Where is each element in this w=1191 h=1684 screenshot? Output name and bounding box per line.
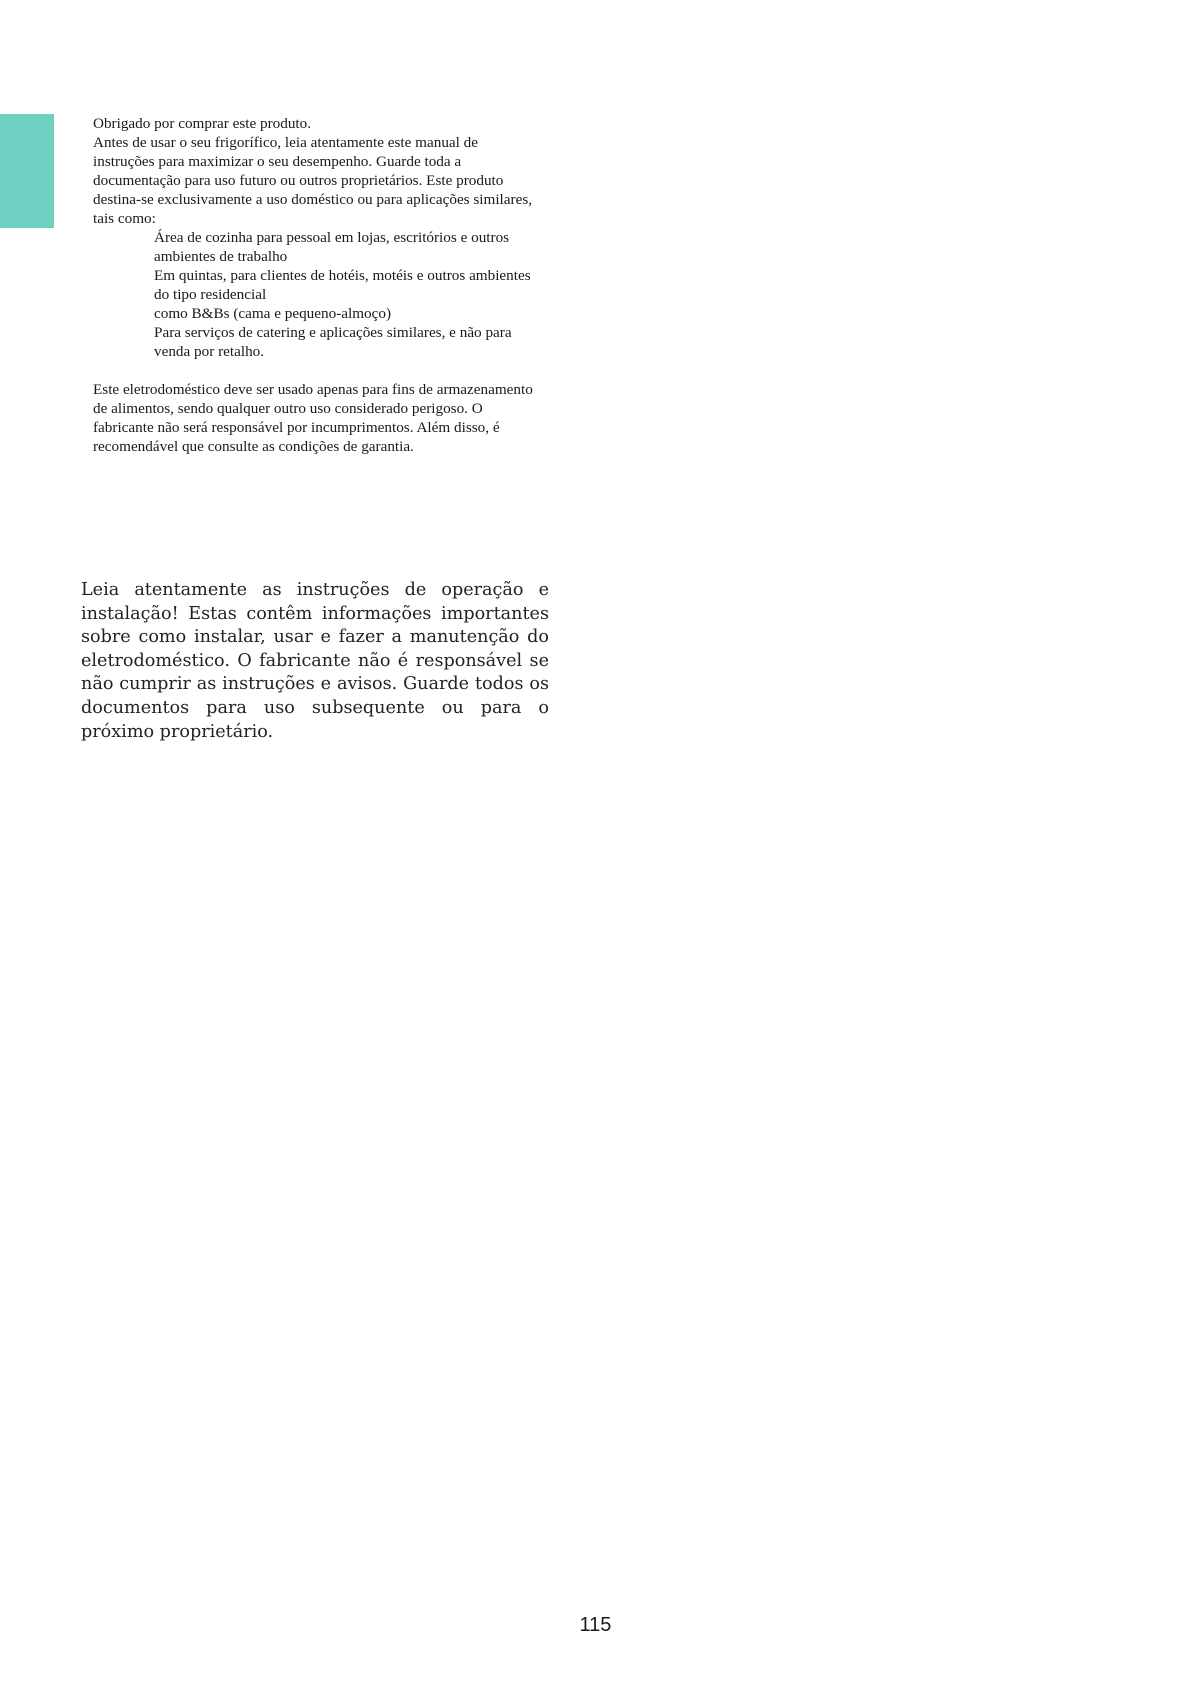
usage-warning-text: Este eletrodoméstico deve ser usado apenas para fins de armazenamento de alimentos, sendo qualquer outro uso considerado perigoso. O fabricante não será responsável por incumprimentos. Além disso, é recomendável que consulte as condições de garantia. [93,381,533,455]
intro-section [93,114,533,456]
usage-list-item: Área de cozinha para pessoal em lojas, escritórios e outros ambientes de trabalho [154,229,510,265]
usage-list-item: Em quintas, para clientes de hotéis, motéis e outros ambientes do tipo residencial [154,267,531,303]
page-number: 115 [579,1614,612,1636]
usage-list [93,228,533,361]
usage-list-item: Para serviços de catering e aplicações similares, e não para venda por retalho. [154,324,512,360]
thanks-text: Obrigado por comprar este produto. [93,115,312,132]
intro-body-text: Antes de usar o seu frigorífico, leia atentamente este manual de instruções para maximizar o seu desempenho. Guarde toda a documentação para uso futuro ou outros proprietários. Este produto destina-se exclusivamente a uso doméstico ou para aplicações similares, tais como: [93,134,533,227]
accent-bar [0,114,54,228]
usage-list-item: como B&Bs (cama e pequeno-almoço) [154,305,392,322]
instructions-paragraph: Leia atentamente as instruções de operação e instalação! Estas contêm informações importantes sobre como instalar, usar e fazer a manutenção do eletrodoméstico. O fabricante não é responsável se não cumprir as instruções e avisos. Guarde todos os documentos para uso subsequente ou para o próximo proprietário. [81,580,549,742]
